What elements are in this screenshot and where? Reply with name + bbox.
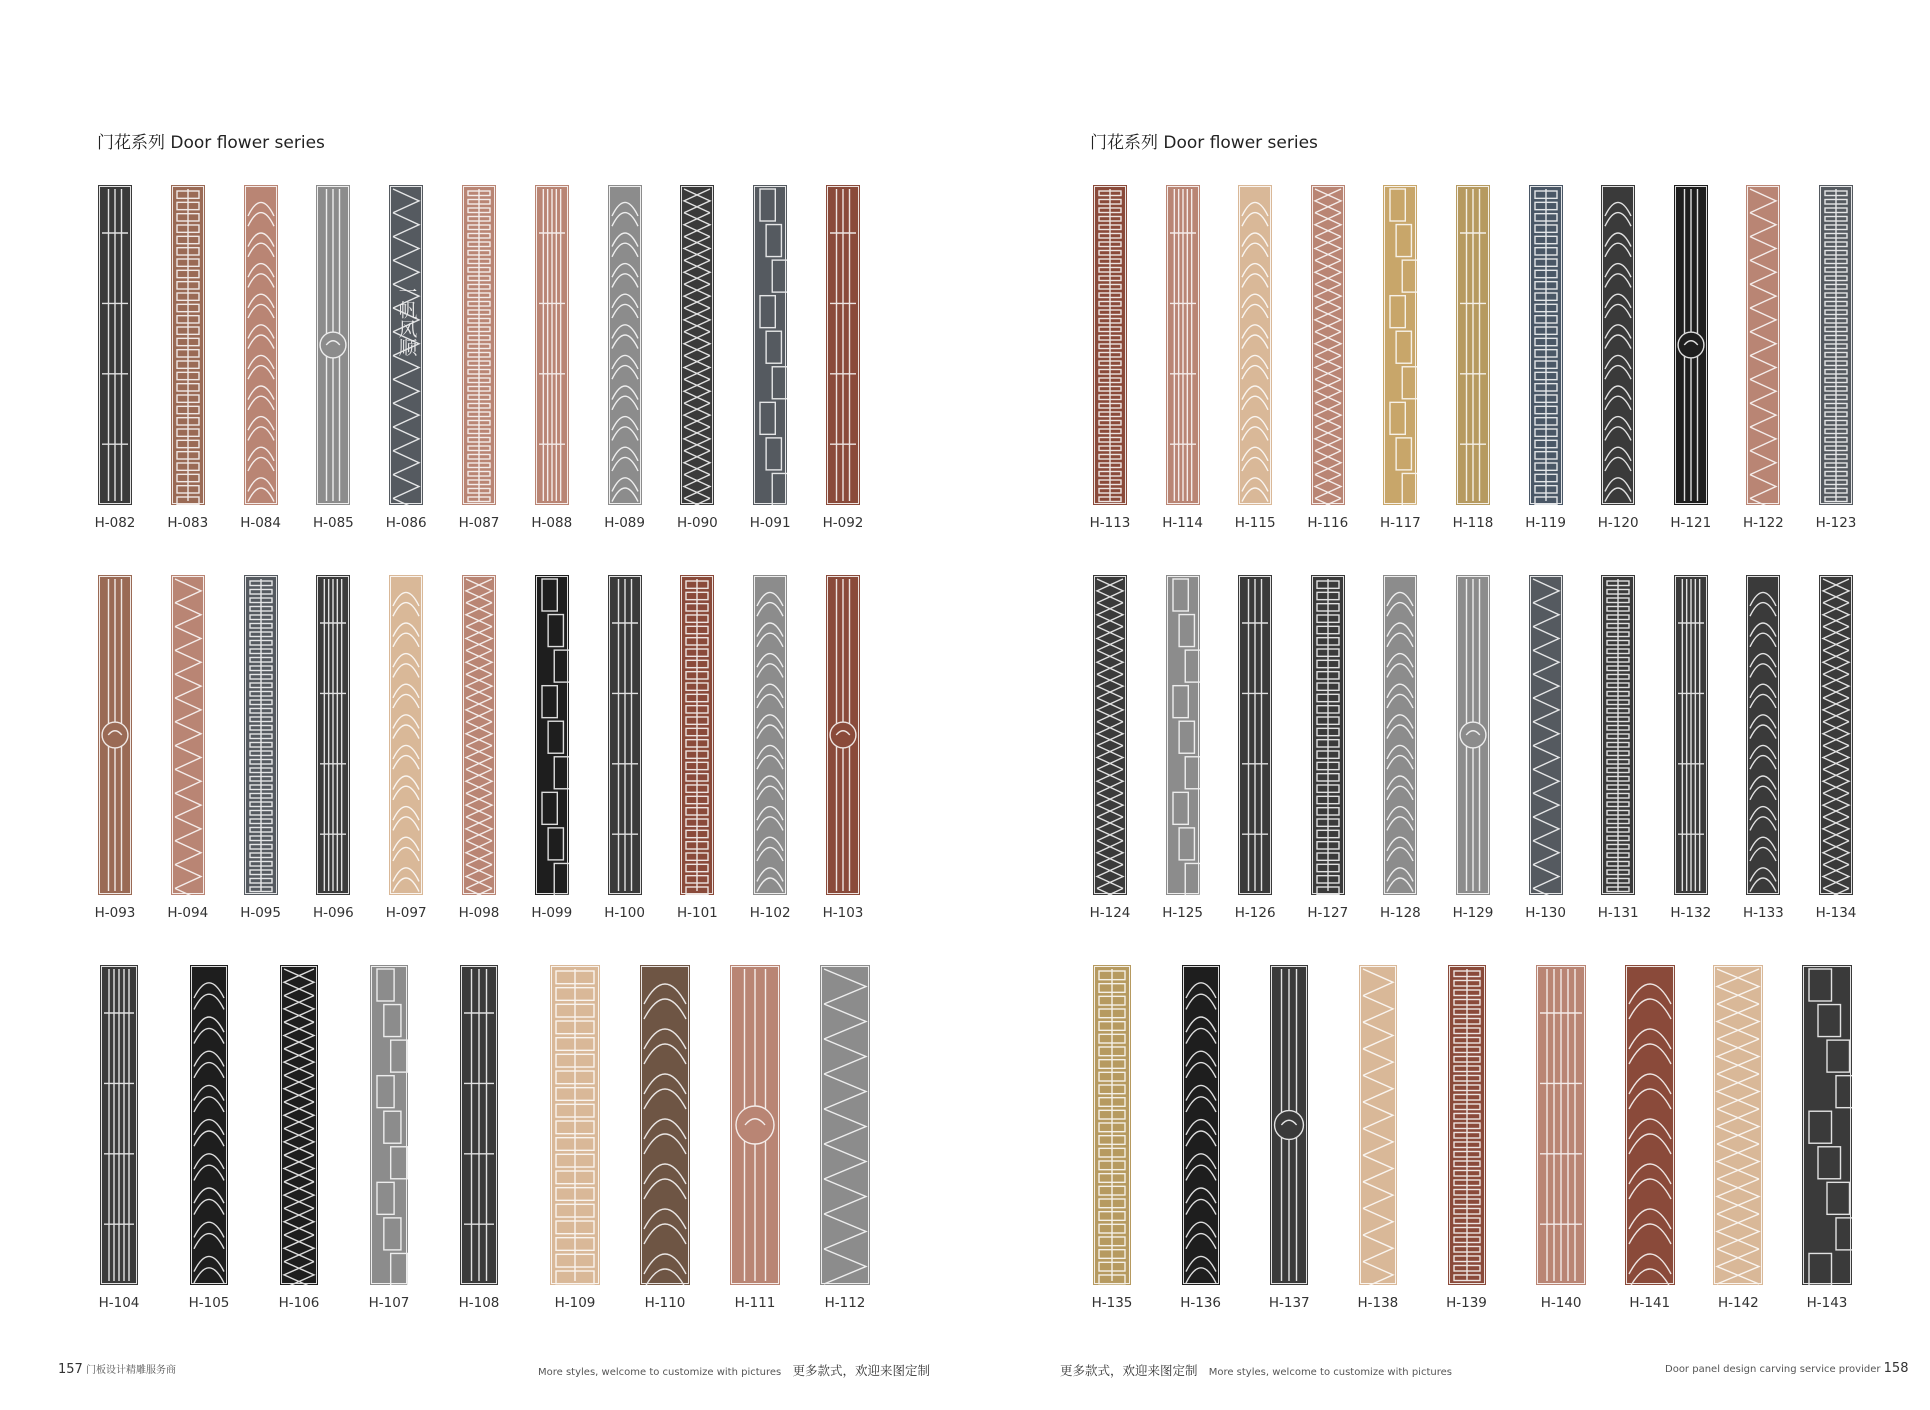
- door-panel-h-099: [535, 575, 569, 895]
- panel-code-label: H-116: [1307, 515, 1349, 531]
- panel-code-label: H-093: [94, 905, 136, 921]
- panel-code-label: H-096: [312, 905, 354, 921]
- door-panel-h-140: [1536, 965, 1586, 1285]
- door-panel-h-084: [244, 185, 278, 505]
- door-panel-h-091: [753, 185, 787, 505]
- door-panel-h-103: [826, 575, 860, 895]
- panel-code-label: H-134: [1815, 905, 1857, 921]
- panel-code-label: H-136: [1180, 1295, 1222, 1311]
- door-panel-h-130: [1529, 575, 1563, 895]
- panel-code-label: H-121: [1670, 515, 1712, 531]
- panel-code-label: H-084: [240, 515, 281, 531]
- door-panel-h-126: [1238, 575, 1272, 895]
- panel-code-label: H-124: [1089, 905, 1131, 921]
- door-panel-h-116: [1311, 185, 1345, 505]
- door-panel-h-115: [1238, 185, 1272, 505]
- panel-row-1: [0, 185, 965, 531]
- panel-code-label: H-101: [676, 905, 718, 921]
- panel-code-label: H-143: [1806, 1295, 1848, 1311]
- panel-code-label: H-137: [1268, 1295, 1310, 1311]
- door-panel-h-104: [100, 965, 138, 1285]
- door-panel-h-128: [1383, 575, 1417, 895]
- series-title: 门花系列 Door flower series: [1090, 133, 1318, 153]
- panel-code-label: H-087: [458, 515, 500, 531]
- panel-row-3: [965, 965, 1930, 1311]
- panel-code-label: H-120: [1597, 515, 1639, 531]
- door-panel-h-083: [171, 185, 205, 505]
- panel-code-label: H-095: [240, 905, 281, 921]
- door-panel-h-137: [1270, 965, 1308, 1285]
- panel-code-label: H-092: [822, 515, 864, 531]
- door-panel-h-118: [1456, 185, 1490, 505]
- company-name: Door panel design carving service provider: [1665, 1364, 1881, 1375]
- panel-inscription: 一帆风顺: [395, 281, 417, 357]
- door-panel-h-085: [316, 185, 350, 505]
- panel-row-2: [0, 575, 965, 921]
- panel-code-label: H-123: [1815, 515, 1857, 531]
- panel-code-label: H-139: [1446, 1295, 1487, 1311]
- door-panel-h-087: [462, 185, 496, 505]
- door-panel-h-109: [550, 965, 600, 1285]
- panel-code-label: H-111: [734, 1295, 776, 1311]
- footer-left-brand: [58, 1361, 176, 1377]
- page-number: 157: [58, 1362, 83, 1377]
- door-panel-h-122: [1746, 185, 1780, 505]
- door-panel-h-096: [316, 575, 350, 895]
- panel-code-label: H-113: [1089, 515, 1131, 531]
- panel-code-label: H-082: [94, 515, 136, 531]
- door-panel-h-088: [535, 185, 569, 505]
- panel-code-label: H-105: [188, 1295, 230, 1311]
- door-panel-h-089: [608, 185, 642, 505]
- panel-code-label: H-086: [385, 515, 427, 531]
- panel-code-label: H-135: [1091, 1295, 1133, 1311]
- door-panel-h-121: [1674, 185, 1708, 505]
- door-panel-h-111: [730, 965, 780, 1285]
- door-panel-h-107: [370, 965, 408, 1285]
- door-panel-h-114: [1166, 185, 1200, 505]
- door-panel-h-112: [820, 965, 870, 1285]
- door-panel-h-108: [460, 965, 498, 1285]
- door-panel-h-120: [1601, 185, 1635, 505]
- series-title: 门花系列 Door flower series: [97, 133, 325, 153]
- panel-code-label: H-102: [749, 905, 791, 921]
- page-158: [965, 0, 1930, 1410]
- panel-code-label: H-110: [644, 1295, 686, 1311]
- door-panel-h-082: [98, 185, 132, 505]
- panel-code-label: H-088: [531, 515, 573, 531]
- door-panel-h-097: [389, 575, 423, 895]
- door-panel-h-098: [462, 575, 496, 895]
- panel-code-label: H-103: [822, 905, 864, 921]
- door-panel-h-110: [640, 965, 690, 1285]
- door-panel-h-132: [1674, 575, 1708, 895]
- door-panel-h-129: [1456, 575, 1490, 895]
- panel-code-label: H-098: [458, 905, 500, 921]
- door-panel-h-124: [1093, 575, 1127, 895]
- panel-code-label: H-138: [1357, 1295, 1399, 1311]
- door-panel-h-133: [1746, 575, 1780, 895]
- panel-code-label: H-130: [1525, 905, 1566, 921]
- footer-right-more: [1060, 1361, 1452, 1379]
- more-styles-en: More styles, welcome to customize with pictures: [538, 1367, 782, 1378]
- panel-code-label: H-104: [98, 1295, 140, 1311]
- door-panel-h-123: [1819, 185, 1853, 505]
- door-panel-h-138: [1359, 965, 1397, 1285]
- door-panel-h-094: [171, 575, 205, 895]
- panel-code-label: H-133: [1742, 905, 1784, 921]
- more-styles-cn: 更多款式，欢迎来图定制: [1060, 1363, 1198, 1378]
- door-panel-h-135: [1093, 965, 1131, 1285]
- door-panel-h-134: [1819, 575, 1853, 895]
- door-panel-h-090: [680, 185, 714, 505]
- panel-code-label: H-131: [1597, 905, 1639, 921]
- panel-code-label: H-122: [1742, 515, 1784, 531]
- door-panel-h-125: [1166, 575, 1200, 895]
- door-panel-h-142: [1713, 965, 1763, 1285]
- door-panel-h-100: [608, 575, 642, 895]
- panel-code-label: H-085: [312, 515, 354, 531]
- panel-code-label: H-140: [1540, 1295, 1582, 1311]
- panel-code-label: H-091: [749, 515, 791, 531]
- panel-code-label: H-099: [531, 905, 573, 921]
- panel-row-1: [965, 185, 1930, 531]
- panel-code-label: H-119: [1525, 515, 1566, 531]
- panel-code-label: H-114: [1162, 515, 1203, 531]
- panel-code-label: H-106: [278, 1295, 320, 1311]
- door-panel-h-106: [280, 965, 318, 1285]
- panel-code-label: H-089: [604, 515, 645, 531]
- door-panel-h-131: [1601, 575, 1635, 895]
- more-styles-cn: 更多款式，欢迎来图定制: [792, 1363, 930, 1378]
- panel-row-2: [965, 575, 1930, 921]
- panel-row-3: [0, 965, 965, 1311]
- door-panel-h-086: [389, 185, 423, 505]
- panel-code-label: H-115: [1234, 515, 1276, 531]
- door-panel-h-141: [1625, 965, 1675, 1285]
- door-panel-h-139: [1448, 965, 1486, 1285]
- door-panel-h-101: [680, 575, 714, 895]
- panel-code-label: H-126: [1234, 905, 1276, 921]
- door-panel-h-105: [190, 965, 228, 1285]
- door-panel-h-095: [244, 575, 278, 895]
- panel-code-label: H-109: [554, 1295, 596, 1311]
- door-panel-h-113: [1093, 185, 1127, 505]
- panel-code-label: H-132: [1670, 905, 1712, 921]
- panel-code-label: H-097: [385, 905, 427, 921]
- door-panel-h-127: [1311, 575, 1345, 895]
- panel-code-label: H-112: [824, 1295, 866, 1311]
- footer-right-brand: [1665, 1361, 1908, 1376]
- panel-code-label: H-083: [167, 515, 209, 531]
- panel-code-label: H-129: [1452, 905, 1494, 921]
- door-panel-h-143: [1802, 965, 1852, 1285]
- panel-code-label: H-118: [1452, 515, 1494, 531]
- panel-code-label: H-100: [604, 905, 645, 921]
- panel-code-label: H-107: [368, 1295, 410, 1311]
- panel-code-label: H-125: [1162, 905, 1203, 921]
- page-number: 158: [1883, 1361, 1909, 1376]
- door-panel-h-117: [1383, 185, 1417, 505]
- door-panel-h-093: [98, 575, 132, 895]
- door-panel-h-102: [753, 575, 787, 895]
- panel-code-label: H-141: [1629, 1295, 1671, 1311]
- door-panel-h-136: [1182, 965, 1220, 1285]
- panel-code-label: H-128: [1379, 905, 1421, 921]
- footer-left-more: [538, 1361, 930, 1379]
- door-panel-h-119: [1529, 185, 1563, 505]
- panel-code-label: H-117: [1379, 515, 1421, 531]
- panel-code-label: H-142: [1717, 1295, 1759, 1311]
- more-styles-en: More styles, welcome to customize with pictures: [1208, 1367, 1452, 1378]
- door-panel-h-092: [826, 185, 860, 505]
- panel-code-label: H-127: [1307, 905, 1349, 921]
- panel-code-label: H-094: [167, 905, 209, 921]
- company-name: 门板设计精雕服务商: [86, 1365, 177, 1376]
- panel-code-label: H-108: [458, 1295, 500, 1311]
- panel-code-label: H-090: [676, 515, 718, 531]
